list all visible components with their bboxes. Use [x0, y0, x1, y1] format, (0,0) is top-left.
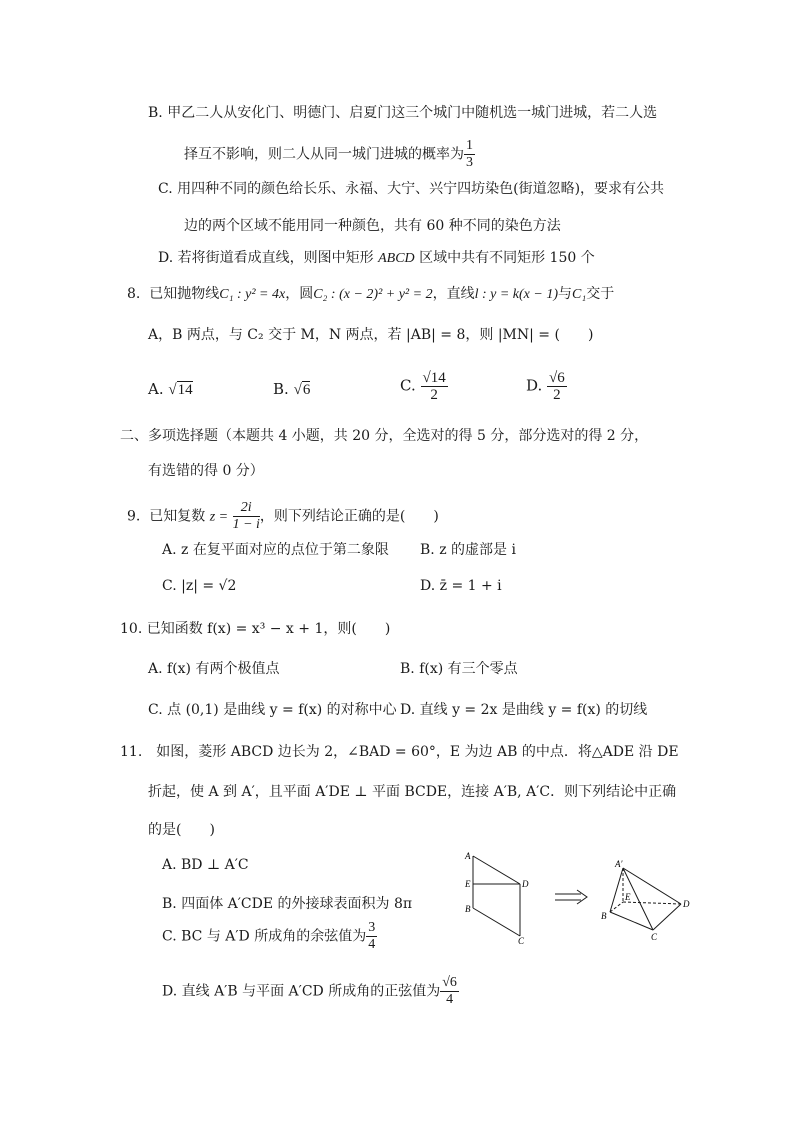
q11-stem-line2: 折起，使 A 到 A′，且平面 A′DE ⊥ 平面 BCDE，连接 A′B, A′C．则下列结论中正确 — [148, 784, 677, 800]
option-label: D. — [526, 376, 543, 395]
q10-option-b: B. f(x) 有三个零点 — [400, 661, 518, 677]
q8-c1: C₁ — [572, 287, 587, 302]
q9-fraction — [233, 500, 260, 533]
q8-text5: 交于 — [586, 286, 615, 302]
fig2-label-b: B — [601, 911, 607, 921]
q8-stem-line2: A，B 两点，与 C₂ 交于 M，N 两点，若 |AB| = 8，则 |MN| = ( ) — [148, 327, 594, 343]
q8-text3: ，直线 — [432, 286, 475, 302]
sqrt-expression: √6 — [293, 382, 311, 398]
q9-option-b: B. z 的虚部是 i — [420, 542, 516, 558]
q7-option-b-line2 — [184, 138, 475, 171]
q11-stem-line3: 的是( ) — [148, 822, 215, 838]
q9-z: z = — [209, 509, 229, 525]
q8-parabola: C₁ : y² = 4x — [219, 287, 286, 302]
q8-text2: ，圆 — [285, 286, 314, 302]
q11-stem-line1: 11. 如图，菱形 ABCD 边长为 2，∠BAD = 60°，E 为边 AB 的中点．将△ADE 沿 DE — [120, 744, 679, 760]
fig2-label-d: D — [683, 899, 690, 909]
q9-option-c: C. |z| = √2 — [162, 578, 237, 594]
section2-heading-line2: 有选错的得 0 分） — [148, 463, 264, 479]
q8-option-d — [526, 370, 567, 403]
fraction-numerator: √6 — [442, 975, 457, 990]
fraction — [547, 370, 567, 403]
q10-option-d: D. 直线 y = 2x 是曲线 y = f(x) 的切线 — [400, 702, 648, 718]
option-label: B. — [273, 380, 289, 398]
q8-text1: 已知抛物线 — [149, 286, 220, 302]
fraction-denominator: 3 — [466, 155, 473, 170]
fraction-numerator: 1 — [466, 138, 473, 153]
fraction-denominator: 4 — [446, 992, 454, 1007]
fig2-label-e: E — [625, 892, 631, 902]
fraction-numerator: √6 — [549, 370, 565, 386]
fraction — [421, 370, 448, 403]
radicand: 14 — [177, 382, 193, 398]
fraction-numerator: 3 — [368, 920, 376, 935]
q8-option-b — [273, 380, 310, 399]
q11-option-b: B. 四面体 A′CDE 的外接球表面积为 8π — [162, 896, 413, 912]
fraction-denominator: 1 − i — [232, 517, 260, 532]
q7-option-b-line1: B. 甲乙二人从安化门、明德门、启夏门这三个城门中随机选一城门进城，若二人选 — [148, 105, 658, 121]
q11-option-d-text: D. 直线 A′B 与平面 A′CD 所成角的正弦值为 — [162, 983, 441, 1000]
q8-option-a — [148, 380, 193, 399]
fraction-denominator: 2 — [430, 387, 438, 403]
fig1-label-d: D — [522, 879, 529, 889]
q8-option-c — [400, 370, 448, 403]
fig1-label-c: C — [518, 936, 525, 946]
q7-option-d — [158, 249, 595, 268]
option-label: C. — [400, 376, 416, 395]
q7-option-d-post: 区域中共有不同矩形 150 个 — [419, 250, 595, 266]
fig1-label-a: A — [465, 851, 471, 861]
q11-option-d — [162, 975, 459, 1008]
q9-text: 已知复数 — [149, 508, 206, 525]
q11-option-d-fraction — [440, 975, 459, 1008]
sqrt-expression: √14 — [168, 382, 193, 398]
fraction-denominator: 4 — [368, 937, 376, 952]
q9-post: ，则下列结论正确的是( ) — [259, 508, 439, 525]
q8-circle: C₂ : (x − 2)² + y² = 2 — [313, 287, 433, 302]
arrow-icon — [555, 890, 587, 904]
q10-option-a: A. f(x) 有两个极值点 — [148, 661, 280, 677]
q9-number: 9. — [127, 508, 141, 525]
q7-option-b-fraction — [464, 138, 475, 171]
q11-figure — [455, 848, 705, 948]
fraction-denominator: 2 — [553, 387, 561, 403]
q7-option-d-rect: ABCD — [378, 251, 415, 266]
q11-option-a: A. BD ⊥ A′C — [162, 857, 249, 873]
q11-option-c-fraction — [366, 920, 377, 953]
q9-option-a: A. z 在复平面对应的点位于第二象限 — [162, 542, 389, 558]
q7-option-c-line2: 边的两个区域不能用同一种颜色，共有 60 种不同的染色方法 — [184, 218, 561, 234]
fraction-numerator: 2i — [233, 500, 260, 517]
rhombus-figure — [473, 856, 520, 936]
q10-option-c: C. 点 (0,1) 是曲线 y = f(x) 的对称中心 — [148, 702, 397, 718]
q9-stem — [127, 500, 439, 533]
fraction-numerator: √14 — [422, 370, 446, 386]
fig1-label-e: E — [465, 879, 471, 889]
q9-option-d: D. z̄ = 1 + i — [420, 578, 502, 594]
q11-option-c — [162, 920, 377, 953]
q8-stem-line1 — [127, 285, 614, 304]
option-label: A. — [148, 380, 164, 398]
q11-option-c-text: C. BC 与 A′D 所成角的余弦值为 — [162, 928, 367, 945]
section2-heading-line1: 二、多项选择题（本题共 4 小题，共 20 分，全选对的得 5 分，部分选对的得 2 分， — [120, 428, 649, 444]
q8-text4: 与 — [558, 286, 572, 302]
q7-option-d-pre: D. 若将街道看成直线，则图中矩形 — [158, 250, 374, 266]
radicand: 6 — [302, 382, 311, 398]
tetrahedron-figure — [610, 868, 681, 930]
q7-option-c-line1: C. 用四种不同的颜色给长乐、永福、大宁、兴宁四坊染色(街道忽略)，要求有公共 — [158, 181, 665, 197]
fig1-label-b: B — [465, 904, 471, 914]
q10-stem: 10. 已知函数 f(x) = x³ − x + 1，则( ) — [120, 621, 391, 637]
q8-number: 8. — [127, 286, 141, 302]
fig2-label-c: C — [651, 932, 658, 942]
fig2-label-a-prime: A′ — [615, 859, 623, 869]
q8-line: l : y = k(x − 1) — [474, 287, 558, 302]
q7-option-b-text: 择互不影响，则二人从同一城门进城的概率为 — [184, 146, 464, 163]
